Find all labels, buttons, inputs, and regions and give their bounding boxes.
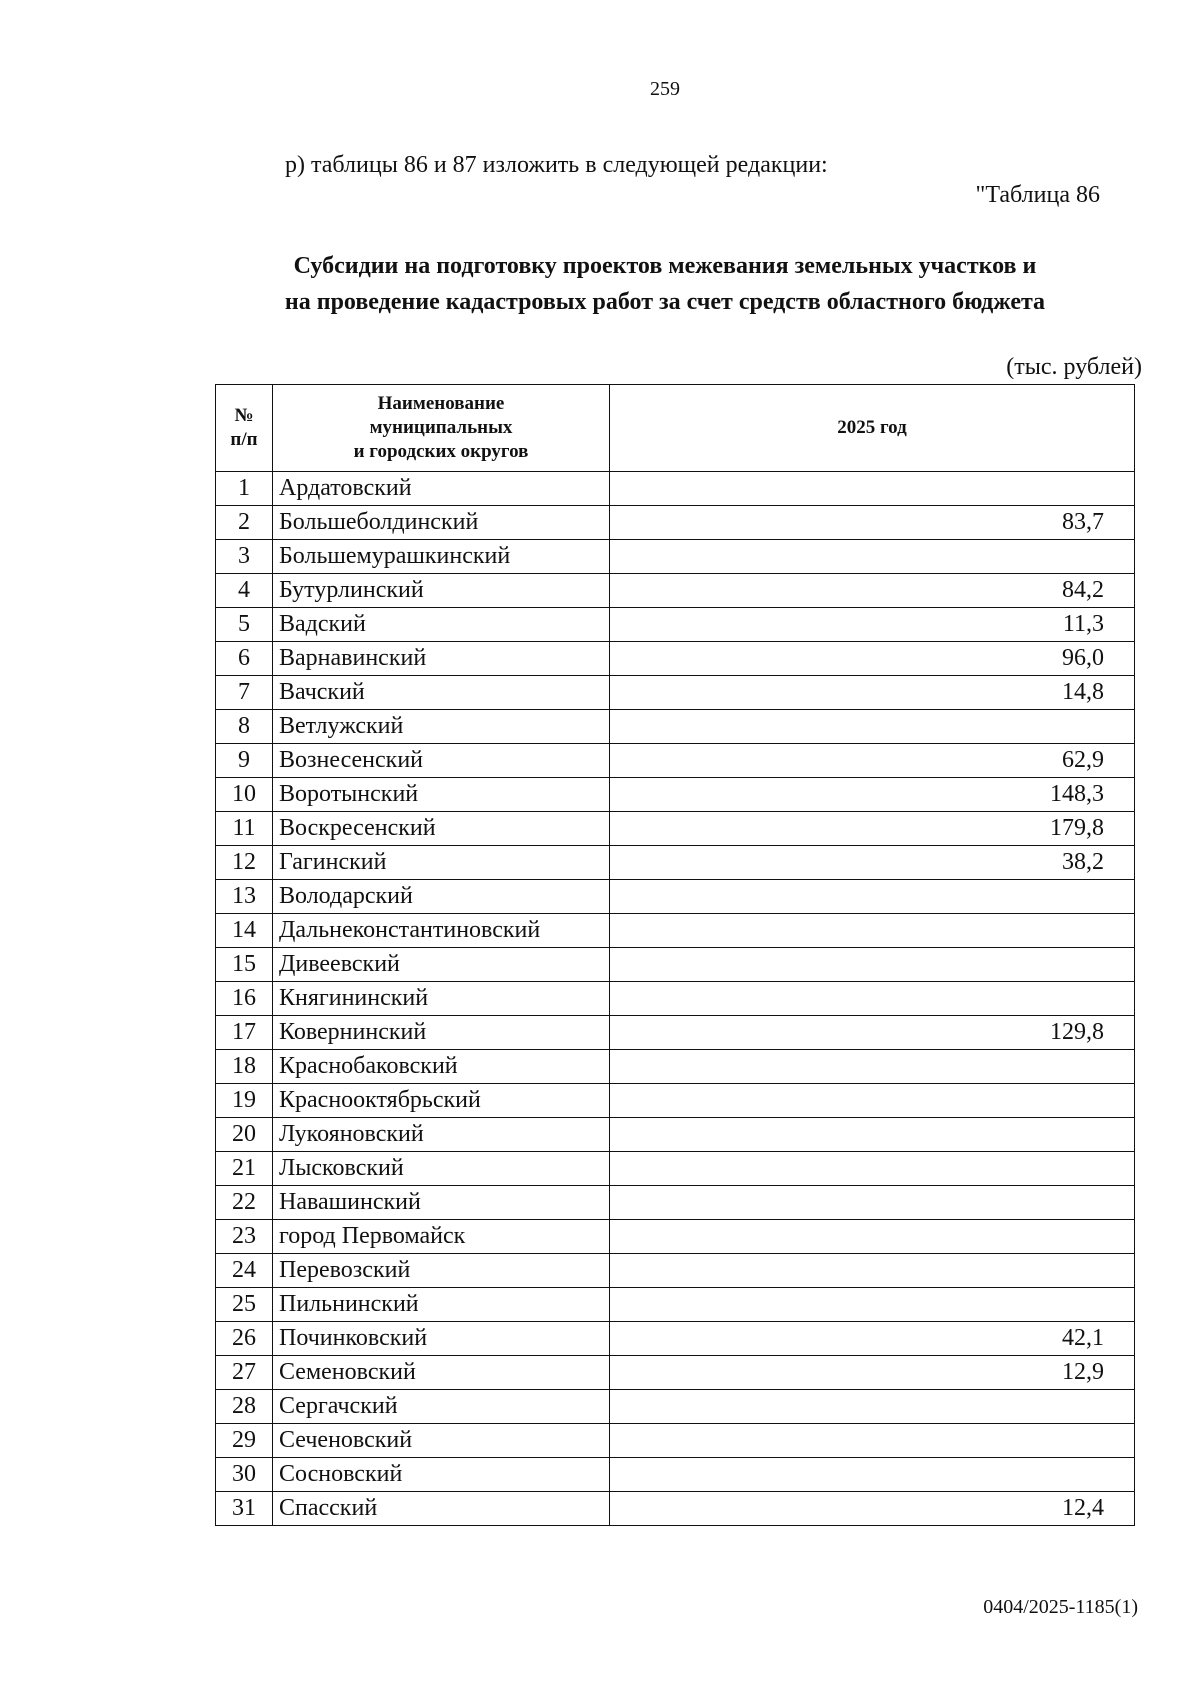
row-name: город Первомайск <box>273 1220 610 1254</box>
row-value: 83,7 <box>610 506 1135 540</box>
row-number: 30 <box>216 1458 273 1492</box>
page-number: 259 <box>650 78 680 100</box>
row-name: Большемурашкинский <box>273 540 610 574</box>
row-value <box>610 540 1135 574</box>
table-row <box>216 1254 1135 1288</box>
document-code: 0404/2025-1185(1) <box>983 1596 1138 1618</box>
row-number: 8 <box>216 710 273 744</box>
header-name <box>273 385 610 472</box>
row-value: 62,9 <box>610 744 1135 778</box>
row-value <box>610 1220 1135 1254</box>
row-value <box>610 1186 1135 1220</box>
row-number: 26 <box>216 1322 273 1356</box>
row-value: 42,1 <box>610 1322 1135 1356</box>
row-name: Сеченовский <box>273 1424 610 1458</box>
row-number: 6 <box>216 642 273 676</box>
row-number: 7 <box>216 676 273 710</box>
row-value <box>610 1288 1135 1322</box>
table-row <box>216 574 1135 608</box>
row-value <box>610 1254 1135 1288</box>
row-number: 24 <box>216 1254 273 1288</box>
row-number: 27 <box>216 1356 273 1390</box>
row-name: Вачский <box>273 676 610 710</box>
header-number-line-1: № <box>234 405 254 426</box>
row-value <box>610 472 1135 506</box>
row-name: Краснобаковский <box>273 1050 610 1084</box>
row-value <box>610 914 1135 948</box>
row-value: 38,2 <box>610 846 1135 880</box>
table-row <box>216 880 1135 914</box>
row-number: 11 <box>216 812 273 846</box>
row-name: Дивеевский <box>273 948 610 982</box>
row-number: 18 <box>216 1050 273 1084</box>
row-value <box>610 880 1135 914</box>
row-value: 96,0 <box>610 642 1135 676</box>
row-name: Сосновский <box>273 1458 610 1492</box>
row-number: 15 <box>216 948 273 982</box>
row-number: 20 <box>216 1118 273 1152</box>
row-number: 2 <box>216 506 273 540</box>
table-title <box>190 248 1140 320</box>
table-body <box>216 472 1135 1526</box>
row-name: Бутурлинский <box>273 574 610 608</box>
row-name: Семеновский <box>273 1356 610 1390</box>
table-row <box>216 1492 1135 1526</box>
header-name-line-1: Наименование <box>377 393 505 414</box>
row-number: 14 <box>216 914 273 948</box>
row-value <box>610 982 1135 1016</box>
table-row <box>216 1288 1135 1322</box>
row-name: Воротынский <box>273 778 610 812</box>
row-name: Гагинский <box>273 846 610 880</box>
row-name: Княгининский <box>273 982 610 1016</box>
row-name: Воскресенский <box>273 812 610 846</box>
table-row <box>216 1084 1135 1118</box>
row-number: 19 <box>216 1084 273 1118</box>
row-value: 12,4 <box>610 1492 1135 1526</box>
row-value <box>610 710 1135 744</box>
table-row <box>216 778 1135 812</box>
table-row <box>216 1186 1135 1220</box>
row-value <box>610 1424 1135 1458</box>
table-row <box>216 472 1135 506</box>
row-name: Навашинский <box>273 1186 610 1220</box>
row-number: 21 <box>216 1152 273 1186</box>
table-row <box>216 982 1135 1016</box>
subsidies-table <box>215 384 1135 1526</box>
row-value <box>610 1084 1135 1118</box>
row-name: Лысковский <box>273 1152 610 1186</box>
row-name: Ардатовский <box>273 472 610 506</box>
row-number: 23 <box>216 1220 273 1254</box>
table-row <box>216 1322 1135 1356</box>
table-reference: "Таблица 86 <box>975 182 1100 208</box>
row-name: Володарский <box>273 880 610 914</box>
row-value <box>610 1152 1135 1186</box>
table-row <box>216 608 1135 642</box>
row-number: 31 <box>216 1492 273 1526</box>
row-name: Вознесенский <box>273 744 610 778</box>
row-name: Лукояновский <box>273 1118 610 1152</box>
table-row <box>216 744 1135 778</box>
row-value <box>610 1390 1135 1424</box>
row-number: 25 <box>216 1288 273 1322</box>
header-number <box>216 385 273 472</box>
row-value <box>610 1118 1135 1152</box>
row-number: 12 <box>216 846 273 880</box>
row-value: 129,8 <box>610 1016 1135 1050</box>
row-number: 9 <box>216 744 273 778</box>
row-name: Ветлужский <box>273 710 610 744</box>
row-number: 5 <box>216 608 273 642</box>
row-value <box>610 948 1135 982</box>
row-name: Вадский <box>273 608 610 642</box>
unit-label: (тыс. рублей) <box>1006 354 1142 380</box>
row-number: 10 <box>216 778 273 812</box>
table-row <box>216 1390 1135 1424</box>
row-number: 13 <box>216 880 273 914</box>
row-name: Пильнинский <box>273 1288 610 1322</box>
table-row <box>216 812 1135 846</box>
table-row <box>216 1424 1135 1458</box>
table-row <box>216 1356 1135 1390</box>
row-name: Дальнеконстантиновский <box>273 914 610 948</box>
table-row <box>216 846 1135 880</box>
header-year: 2025 год <box>610 385 1135 472</box>
row-value: 84,2 <box>610 574 1135 608</box>
row-number: 29 <box>216 1424 273 1458</box>
table-row <box>216 914 1135 948</box>
row-name: Сергачский <box>273 1390 610 1424</box>
header-number-line-2: п/п <box>230 429 258 450</box>
row-value: 12,9 <box>610 1356 1135 1390</box>
intro-text: р) таблицы 86 и 87 изложить в следующей редакции: <box>285 152 828 178</box>
table-row <box>216 1458 1135 1492</box>
row-number: 28 <box>216 1390 273 1424</box>
table-row <box>216 948 1135 982</box>
table-row <box>216 676 1135 710</box>
table-row <box>216 1152 1135 1186</box>
table-row <box>216 1220 1135 1254</box>
row-number: 4 <box>216 574 273 608</box>
table-row <box>216 1118 1135 1152</box>
row-name: Починковский <box>273 1322 610 1356</box>
row-name: Перевозский <box>273 1254 610 1288</box>
table-header-row <box>216 385 1135 472</box>
row-number: 16 <box>216 982 273 1016</box>
row-value <box>610 1458 1135 1492</box>
table-row <box>216 642 1135 676</box>
row-name: Краснооктябрьский <box>273 1084 610 1118</box>
title-line-2: на проведение кадастровых работ за счет средств областного бюджета <box>284 289 1046 315</box>
row-number: 3 <box>216 540 273 574</box>
header-name-line-3: и городских округов <box>353 441 529 462</box>
row-value: 179,8 <box>610 812 1135 846</box>
row-name: Ковернинский <box>273 1016 610 1050</box>
row-value: 14,8 <box>610 676 1135 710</box>
header-name-line-2: муниципальных <box>369 417 513 438</box>
row-value <box>610 1050 1135 1084</box>
row-name: Спасский <box>273 1492 610 1526</box>
row-number: 1 <box>216 472 273 506</box>
table-row <box>216 710 1135 744</box>
title-line-1: Субсидии на подготовку проектов межевания земельных участков и <box>293 253 1037 279</box>
table-row <box>216 540 1135 574</box>
row-name: Варнавинский <box>273 642 610 676</box>
row-value: 148,3 <box>610 778 1135 812</box>
row-number: 17 <box>216 1016 273 1050</box>
table-row <box>216 1016 1135 1050</box>
table-row <box>216 1050 1135 1084</box>
row-value: 11,3 <box>610 608 1135 642</box>
row-number: 22 <box>216 1186 273 1220</box>
row-name: Большеболдинский <box>273 506 610 540</box>
table-row <box>216 506 1135 540</box>
